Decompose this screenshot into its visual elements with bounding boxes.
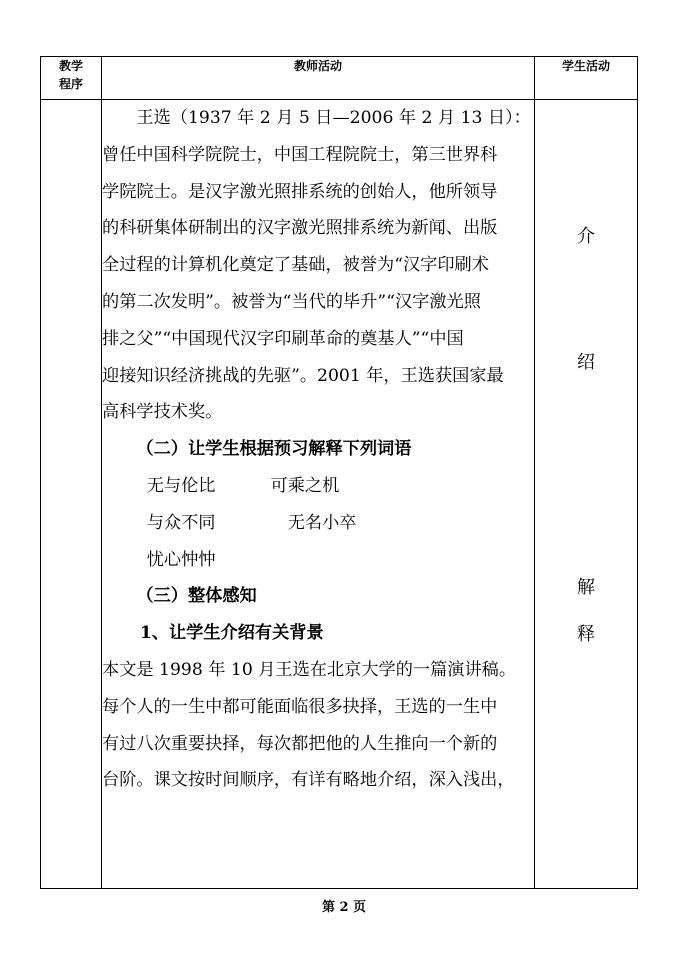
bio-line: 曾任中国科学院院士，中国工程院院士，第三世界科 (102, 144, 498, 165)
intro-line: 有过八次重要抉择，每次都把他的人生推向一个新的 (102, 733, 498, 754)
header-teaching-procedure (41, 57, 102, 100)
intro-line: 本文是 1998 年 10 月王选在北京大学的一篇演讲稿。 (102, 659, 517, 680)
header-teacher-activity: 教师活动 (102, 57, 535, 100)
intro-line: 每个人的一生中都可能面临很多抉择，王选的一生中 (102, 696, 498, 717)
section3-heading: （三）整体感知 (136, 586, 257, 607)
bio-line: 排之父”“中国现代汉字印刷革命的奠基人”“中国 (102, 328, 464, 349)
bio-line: 全过程的计算机化奠定了基础，被誉为“汉字印刷术 (102, 255, 489, 276)
intro-line: 台阶。课文按时间顺序，有详有略地介绍，深入浅出， (102, 770, 515, 791)
word-list-row3 (102, 542, 534, 579)
header-col1-line1: 教学 (58, 59, 83, 73)
word-list-row1 (102, 468, 534, 505)
section2-heading: （二）让学生根据预习解释下列词语 (136, 439, 412, 460)
student-char-jie: 介 (577, 226, 595, 247)
content-row (41, 100, 638, 889)
teacher-activity-cell (102, 100, 535, 889)
word-list-row2 (102, 505, 534, 542)
bio-line: 迎接知识经济挑战的先驱”。2001 年，王选获国家最 (102, 365, 504, 386)
procedure-cell (41, 100, 102, 889)
header-col1-line2: 程序 (58, 77, 83, 91)
word-item: 忧心忡忡 (146, 549, 216, 570)
word-item: 与众不同 (146, 512, 216, 533)
header-row (41, 57, 638, 100)
sub1-heading: 1、让学生介绍有关背景 (139, 623, 324, 644)
bio-line: 学院院士。是汉字激光照排系统的创始人，他所领导 (102, 181, 498, 202)
page-number: 第 2 页 (321, 900, 367, 915)
word-item: 无名小卒 (287, 512, 357, 533)
student-char-shi: 释 (577, 624, 595, 645)
header-student-activity: 学生活动 (535, 57, 638, 100)
lesson-plan-table (40, 56, 638, 889)
bio-line: 王选（1937 年 2 月 5 日—2006 年 2 月 13 日）： (136, 108, 531, 128)
word-item: 无与伦比 (146, 475, 216, 496)
word-item: 可乘之机 (270, 475, 340, 496)
student-char-jie2: 解 (577, 577, 595, 598)
student-char-shao: 绍 (577, 352, 595, 373)
bio-line: 高科学技术奖。 (102, 402, 223, 423)
student-activity-cell (535, 100, 638, 889)
bio-line: 的科研集体研制出的汉字激光照排系统为新闻、出版 (102, 218, 498, 239)
bio-line: 的第二次发明”。被誉为“当代的毕升”“汉字激光照 (102, 291, 481, 312)
